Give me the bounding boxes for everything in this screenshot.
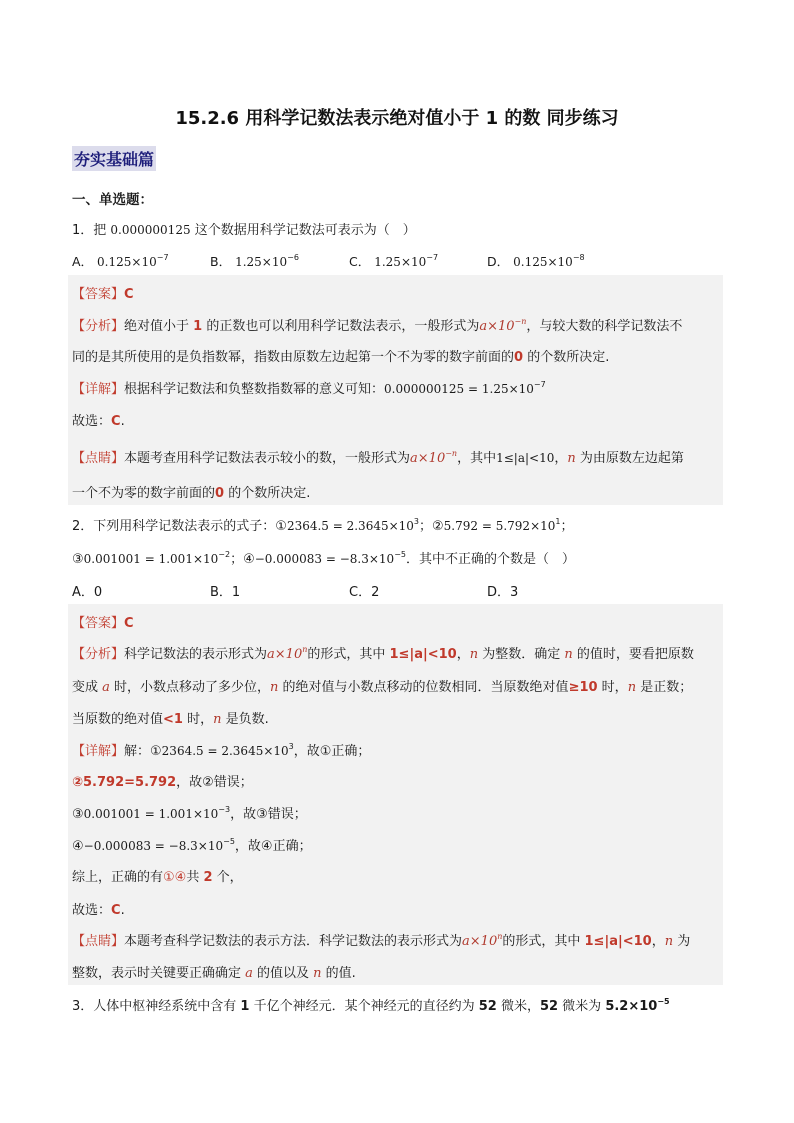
q2-choose: 故选：C. <box>72 903 125 918</box>
q1-stem: 1．把 0.000000125 这个数据用科学记数法可表示为（ ） <box>72 223 416 238</box>
q1-analysis-line2: 同的是其所使用的是负指数幂，指数由原数左边起第一个不为零的数字前面的0 的个数所决定. <box>72 350 610 365</box>
q2-detail-line3: ③0.001001 = $1.001\times 10^{-3}$，故③错误； <box>72 805 307 822</box>
question-type-heading: 一、单选题： <box>72 192 153 208</box>
q2-detail-line1: 【详解】解：①2364.5 = $2.3645\times 10^3$，故①正确； <box>72 742 371 759</box>
q3-stem: 3．人体中枢神经系统中含有 1 千亿个神经元．某个神经元的直径约为 52 微米，52 微米为 $5.2\times 10^{-5}$ <box>72 997 670 1014</box>
q2-option-d: D．3 <box>487 585 519 600</box>
q2-comment-line1: 【点睛】本题考查科学记数法的表示方法．科学记数法的表示形式为$a\times 10^n$的形式，其中 1≤|a|<10，n 为 <box>72 932 691 949</box>
q2-option-c: C．2 <box>349 585 380 600</box>
page-title: 15.2.6 用科学记数法表示绝对值小于 1 的数 同步练习 <box>175 108 619 129</box>
q2-analysis-line3: 当原数的绝对值<1 时，n 是负数. <box>72 712 269 727</box>
q1-analysis-line1: 【分析】绝对值小于 1 的正数也可以利用科学记数法表示，一般形式为$a\times 10^{-n}$，与较大数的科学记数法不 <box>72 317 683 334</box>
q1-detail: 【详解】根据科学记数法和负整数指数幂的意义可知：$0.000000125 = 1.25\times 10^{-7}$ <box>72 380 546 397</box>
q2-comment-line2: 整数，表示时关键要正确确定 a 的值以及 n 的值. <box>72 966 356 981</box>
q2-analysis-line1: 【分析】科学记数法的表示形式为$a\times 10^n$的形式，其中 1≤|a|<10，n 为整数．确定 n 的值时，要看把原数 <box>72 645 694 662</box>
q1-comment-line2: 一个不为零的数字前面的0 的个数所决定. <box>72 486 311 501</box>
q2-stem-line2: ③0.001001 = $1.001\times 10^{-2}$；④−0.000083 = $-8.3\times 10^{-5}$．其中不正确的个数是（ ） <box>72 550 576 567</box>
q1-option-d: D． $0.125\times 10^{-8}$ <box>487 253 585 269</box>
q2-analysis-line2: 变成 a 时，小数点移动了多少位，n 的绝对值与小数点移动的位数相同．当原数绝对值≥10 时，n 是正数； <box>72 680 693 695</box>
section-heading: 夯实基础篇 <box>72 146 156 171</box>
q1-comment-line1: 【点睛】本题考查用科学记数法表示较小的数，一般形式为$a\times 10^{-n}$，其中1≤|a|<10，n 为由原数左边起第 <box>72 449 684 466</box>
q2-answer: 【答案】C <box>72 616 134 631</box>
q2-option-b: B．1 <box>210 585 241 600</box>
q2-detail-line4: ④−0.000083 = $-8.3\times 10^{-5}$，故④正确； <box>72 837 312 854</box>
q1-option-a: A． $0.125\times 10^{-7}$ <box>72 253 169 269</box>
q2-detail-line2: ②5.792=5.792，故②错误； <box>72 775 253 790</box>
q1-option-b: B． $1.25\times 10^{-6}$ <box>210 253 299 269</box>
q1-answer: 【答案】C <box>72 287 134 302</box>
q2-summary: 综上，正确的有①④共 2 个， <box>72 870 243 885</box>
q2-stem-line1: 2．下列用科学记数法表示的式子：①2364.5 = $2.3645\times 10^3$；②5.792 = $5.792\times 10^1$； <box>72 517 574 534</box>
q1-option-c: C． $1.25\times 10^{-7}$ <box>349 253 439 269</box>
q2-option-a: A．0 <box>72 585 103 600</box>
q1-choose: 故选：C. <box>72 414 125 429</box>
